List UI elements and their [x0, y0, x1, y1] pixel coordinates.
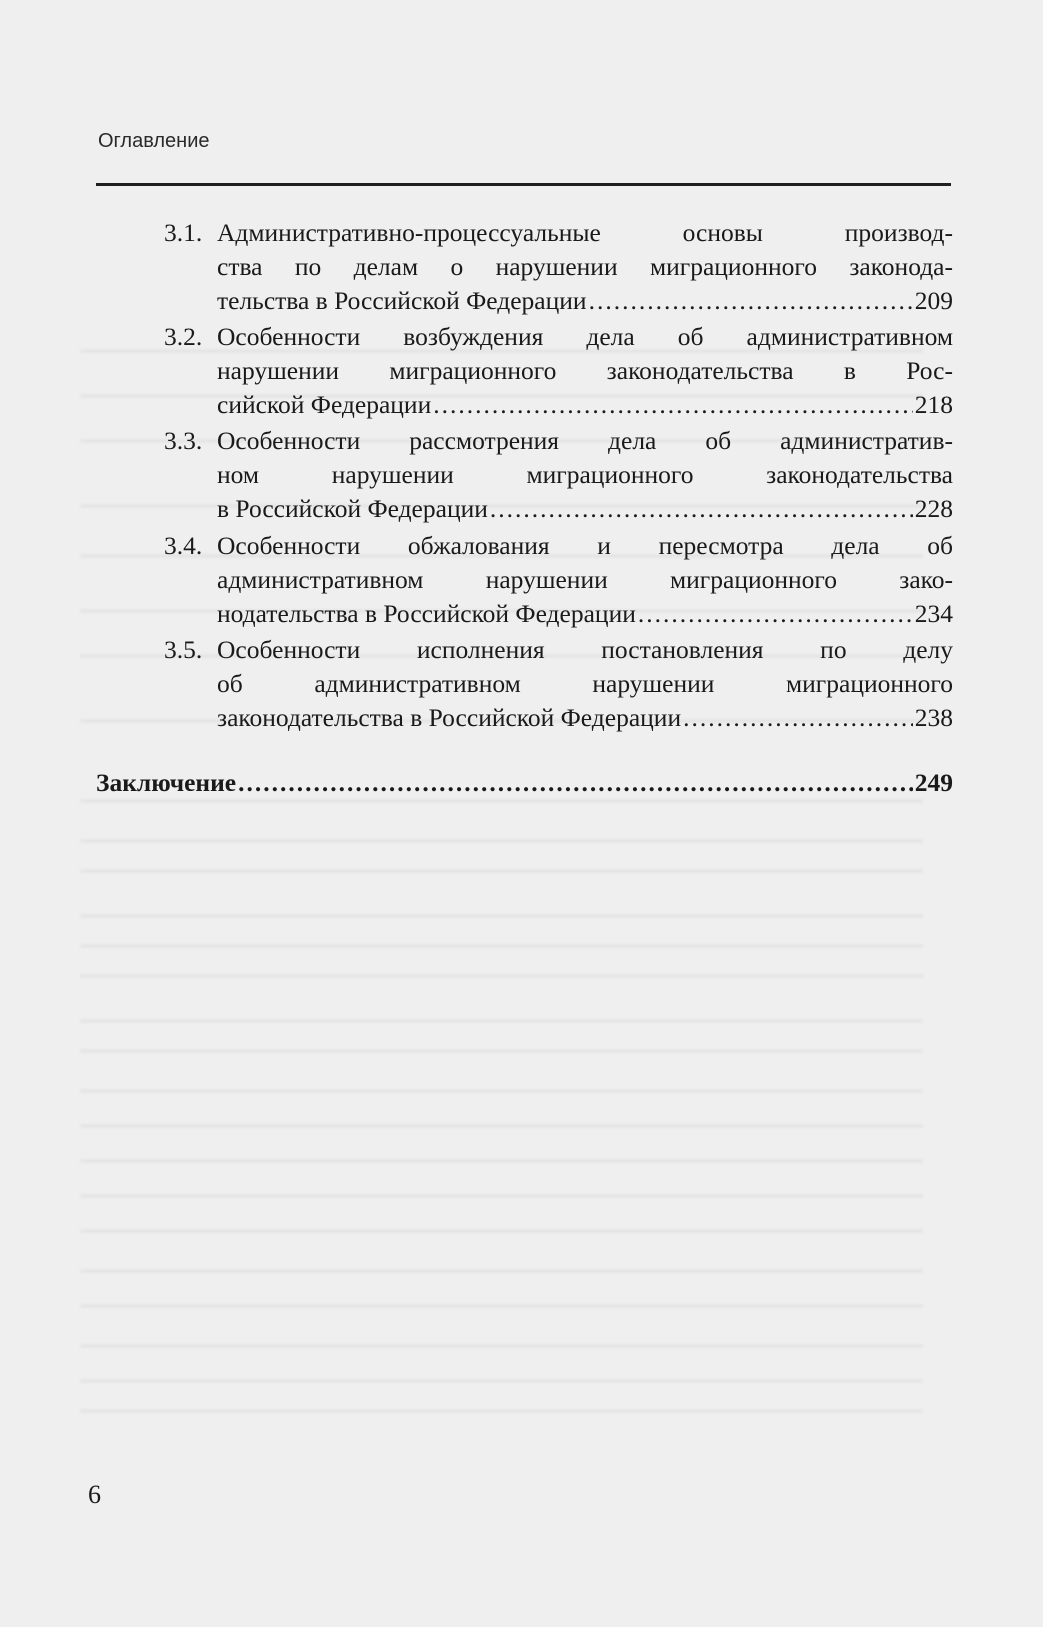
- toc-entry-3-3[interactable]: [164, 424, 953, 526]
- toc-entry-page: 228: [914, 494, 953, 523]
- toc-entry-page: 218: [914, 390, 953, 419]
- toc-entry-leader-line: [217, 597, 953, 631]
- header-rule: [96, 183, 951, 186]
- toc-entry-line: в Российской Федерации: [217, 494, 488, 523]
- toc-entry-number: 3.3.: [164, 426, 203, 455]
- dot-leader: [683, 701, 913, 735]
- toc-entry-line: Административно-процессуальные основы производ-: [217, 218, 953, 247]
- toc-entry-leader-line: [217, 284, 953, 318]
- toc-entry-line: нодательства в Российской Федерации: [217, 599, 636, 628]
- toc-entry-number: 3.1.: [164, 218, 203, 247]
- toc-entry-line: Особенности рассмотрения дела об административ-: [217, 426, 953, 455]
- toc-entry-page: 234: [914, 599, 953, 628]
- toc-entry-line: нарушении миграционного законодательства в Рос-: [217, 356, 953, 385]
- toc-entry-3-2[interactable]: [164, 320, 953, 422]
- toc-entry-line: Особенности исполнения постановления по делу: [217, 635, 953, 664]
- toc-entry-line: Особенности обжалования и пересмотра дела об: [217, 531, 953, 560]
- toc-entry-leader-line: [217, 492, 953, 526]
- toc-entry-line: об административном нарушении миграционного: [217, 669, 953, 698]
- dot-leader: [490, 492, 913, 526]
- dot-leader: [589, 284, 913, 318]
- toc-entry-line: ном нарушении миграционного законодательства: [217, 460, 953, 489]
- dot-leader: [638, 597, 913, 631]
- toc-entry-number: 3.5.: [164, 635, 203, 664]
- toc-entry-number: 3.4.: [164, 531, 203, 560]
- toc-entry-line: Особенности возбуждения дела об административном: [217, 322, 953, 351]
- conclusion-title: Заключение: [96, 768, 237, 797]
- toc-entry-line: административном нарушении миграционного зако-: [217, 565, 953, 594]
- toc-entry-number: 3.2.: [164, 322, 203, 351]
- toc-entry-line: законодательства в Российской Федерации: [217, 703, 682, 732]
- toc-entry-3-5[interactable]: [164, 633, 953, 735]
- toc-entry-3-4[interactable]: [164, 529, 953, 631]
- toc-entry-line: тельства в Российской Федерации: [217, 286, 587, 315]
- toc-entry-3-1[interactable]: [164, 216, 953, 318]
- toc-entry-page: 209: [914, 286, 953, 315]
- page-number: 6: [88, 1480, 101, 1509]
- dot-leader: [433, 388, 913, 422]
- toc-entry-leader-line: [217, 701, 953, 735]
- toc-entry-line: ства по делам о нарушении миграционного законода-: [217, 252, 953, 281]
- running-head: Оглавление: [98, 130, 210, 152]
- dot-leader: [238, 766, 913, 800]
- toc-entry-page: 238: [914, 703, 953, 732]
- toc-entry-leader-line: [217, 388, 953, 422]
- toc-entry-line: сийской Федерации: [217, 390, 432, 419]
- conclusion-page: 249: [914, 768, 953, 797]
- toc-entry-leader-line: [96, 766, 953, 800]
- toc-entry-conclusion[interactable]: [96, 766, 953, 800]
